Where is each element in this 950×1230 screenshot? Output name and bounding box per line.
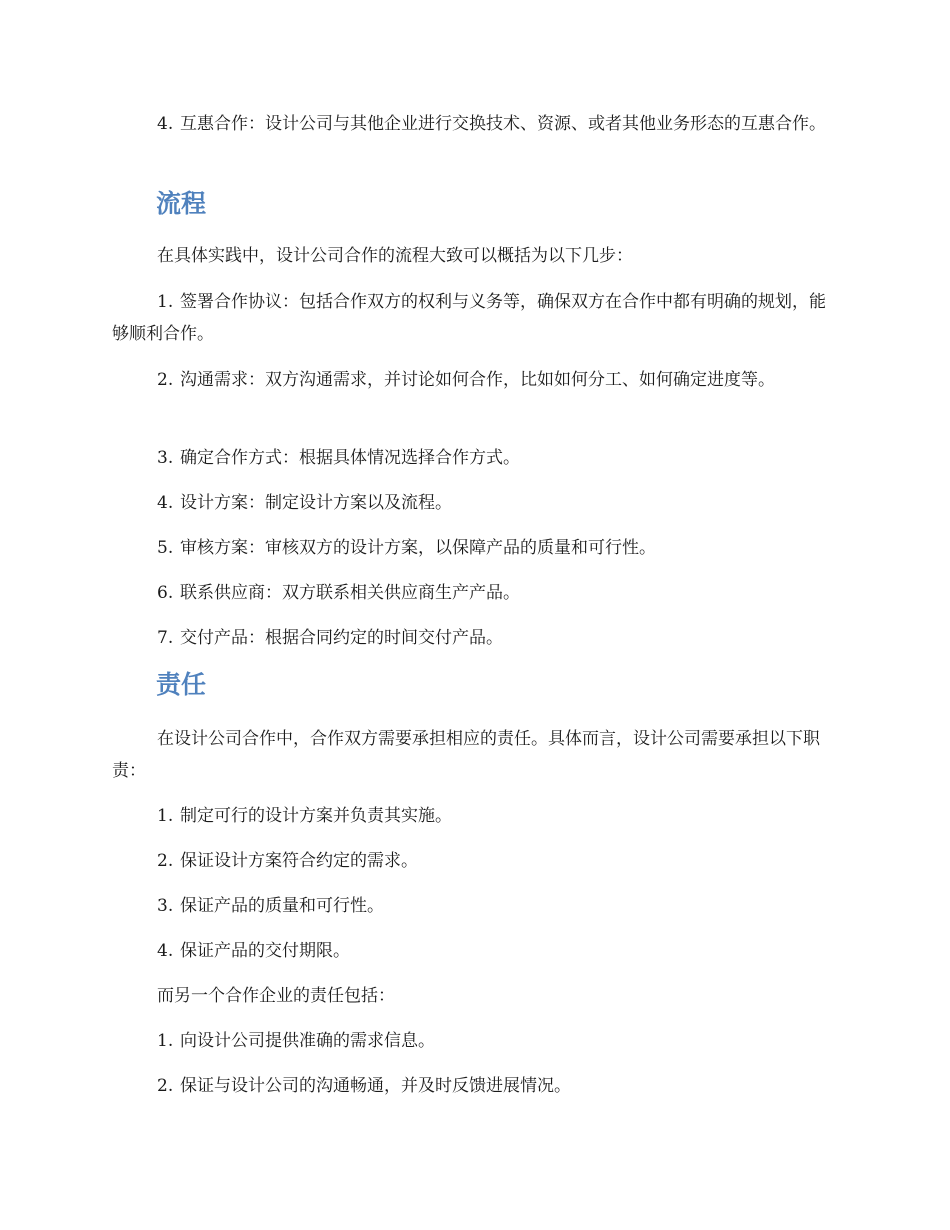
list-item (112, 532, 840, 564)
list-text: 向设计公司提供准确的需求信息。 (180, 1031, 435, 1051)
paragraph: 而另一个合作企业的责任包括： (157, 986, 395, 1006)
list-item (112, 622, 840, 654)
list-number: 7. (157, 628, 174, 648)
paragraph: 在设计公司合作中，合作双方需要承担相应的责任。具体而言，设计公司需要承担以下职责： (112, 729, 820, 781)
section-heading-responsibility: 责任 (156, 670, 207, 699)
list-item (112, 890, 840, 922)
list-item (112, 800, 840, 832)
list-text: 保证产品的质量和可行性。 (180, 896, 384, 916)
list-text: 设计方案：制定设计方案以及流程。 (180, 493, 452, 513)
list-number: 4. (157, 114, 174, 134)
list-text: 制定可行的设计方案并负责其实施。 (180, 806, 452, 826)
list-text: 互惠合作：设计公司与其他企业进行交换技术、资源、或者其他业务形态的互惠合作。 (180, 114, 826, 134)
list-number: 2. (157, 851, 174, 871)
list-number: 1. (157, 806, 174, 826)
list-item (112, 108, 840, 140)
list-item (112, 487, 840, 519)
list-text: 沟通需求：双方沟通需求，并讨论如何合作，比如如何分工、如何确定进度等。 (180, 370, 775, 390)
list-item (112, 845, 840, 877)
list-text: 审核方案：审核双方的设计方案，以保障产品的质量和可行性。 (180, 538, 656, 558)
list-item (112, 577, 840, 609)
list-text: 确定合作方式：根据具体情况选择合作方式。 (180, 448, 520, 468)
list-number: 5. (157, 538, 174, 558)
list-number: 1. (157, 292, 174, 312)
list-number: 4. (157, 493, 174, 513)
list-text: 签署合作协议：包括合作双方的权利与义务等，确保双方在合作中都有明确的规划，能够顺利合作。 (112, 292, 826, 344)
list-number: 2. (157, 370, 174, 390)
list-text: 联系供应商：双方联系相关供应商生产产品。 (180, 583, 520, 603)
list-text: 保证与设计公司的沟通畅通，并及时反馈进展情况。 (180, 1076, 571, 1096)
list-item (112, 1070, 840, 1102)
list-item (112, 935, 840, 967)
list-number: 3. (157, 448, 174, 468)
list-text: 交付产品：根据合同约定的时间交付产品。 (180, 628, 503, 648)
list-item (112, 364, 840, 396)
section-heading-process: 流程 (156, 189, 207, 218)
list-number: 4. (157, 941, 174, 961)
list-text: 保证设计方案符合约定的需求。 (180, 851, 418, 871)
list-number: 2. (157, 1076, 174, 1096)
list-number: 6. (157, 583, 174, 603)
list-item (112, 1025, 840, 1057)
list-item (112, 442, 840, 474)
paragraph: 在具体实践中，设计公司合作的流程大致可以概括为以下几步： (157, 246, 633, 266)
list-text: 保证产品的交付期限。 (180, 941, 350, 961)
list-number: 3. (157, 896, 174, 916)
list-item (112, 286, 840, 350)
list-number: 1. (157, 1031, 174, 1051)
